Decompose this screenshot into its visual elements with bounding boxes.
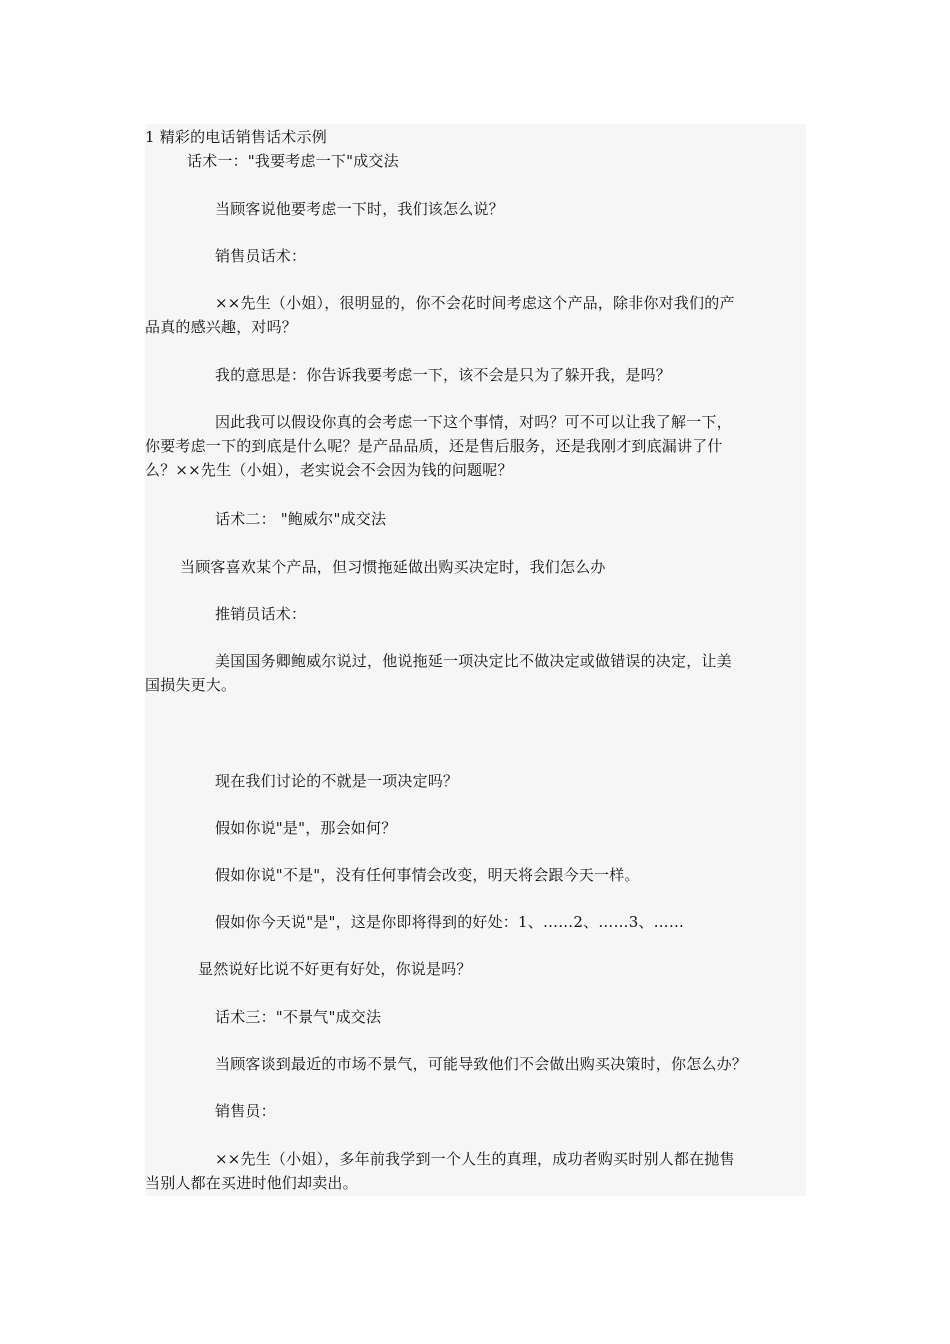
- section-3-question: 当顾客谈到最近的市场不景气，可能导致他们不会做出购买决策时，你怎么办？: [215, 1055, 748, 1073]
- section-1-paragraph-3: [145, 410, 806, 482]
- section-2-paragraph-4: 假如你说"不是"，没有任何事情会改变，明天将会跟今天一样。: [215, 866, 640, 884]
- section-2-paragraph-5: 假如你今天说"是"，这是你即将得到的好处：1、……2、……3、……: [215, 913, 685, 931]
- section-2-paragraph-3: 假如你说"是"，那会如何？: [215, 819, 397, 837]
- section-3-heading: 话术三："不景气"成交法: [215, 1008, 382, 1026]
- section-1-paragraph-1-line-1: ××先生（小姐），很明显的，你不会花时间考虑这个产品，除非你对我们的产: [215, 294, 735, 312]
- section-2-question: 当顾客喜欢某个产品，但习惯拖延做出购买决定时，我们怎么办: [180, 558, 606, 576]
- section-1-paragraph-1-line-2: 品真的感兴趣，对吗？: [145, 318, 298, 336]
- section-1-paragraph-3-line-1: 因此我可以假设你真的会考虑一下这个事情，对吗？可不可以让我了解一下，: [215, 413, 732, 431]
- section-1-paragraph-2: 我的意思是：你告诉我要考虑一下，该不会是只为了躲开我，是吗？: [215, 366, 672, 384]
- section-3-paragraph-1-line-2: 当别人都在买进时他们却卖出。: [145, 1174, 358, 1192]
- section-1-question: 当顾客说他要考虑一下时，我们该怎么说？: [215, 200, 504, 218]
- section-1-paragraph-3-line-3: 么？××先生（小姐），老实说会不会因为钱的问题呢？: [145, 461, 513, 479]
- section-3-label: 销售员：: [215, 1102, 276, 1120]
- section-3-paragraph-1: [145, 1147, 806, 1195]
- section-2-paragraph-1-line-1: 美国国务卿鲍威尔说过，他说拖延一项决定比不做决定或做错误的决定，让美: [215, 652, 732, 670]
- section-1-heading: 话术一："我要考虑一下"成交法: [187, 152, 399, 170]
- section-2-heading: 话术二： "鲍威尔"成交法: [215, 510, 387, 528]
- section-2-label: 推销员话术：: [215, 605, 307, 623]
- section-2-paragraph-6: 显然说好比说不好更有好处，你说是吗？: [198, 960, 472, 978]
- document-title: 1 精彩的电话销售话术示例: [145, 128, 327, 146]
- section-1-paragraph-1: [145, 291, 806, 339]
- section-2-paragraph-1: [145, 649, 806, 697]
- section-1-label: 销售员话术：: [215, 247, 307, 265]
- section-2-paragraph-1-line-2: 国损失更大。: [145, 676, 237, 694]
- section-2-paragraph-2: 现在我们讨论的不就是一项决定吗？: [215, 772, 459, 790]
- section-3-paragraph-1-line-1: ××先生（小姐），多年前我学到一个人生的真理，成功者购买时别人都在抛售: [215, 1150, 735, 1168]
- section-1-paragraph-3-line-2: 你要考虑一下的到底是什么呢？是产品品质，还是售后服务，还是我刚才到底漏讲了什: [145, 437, 723, 455]
